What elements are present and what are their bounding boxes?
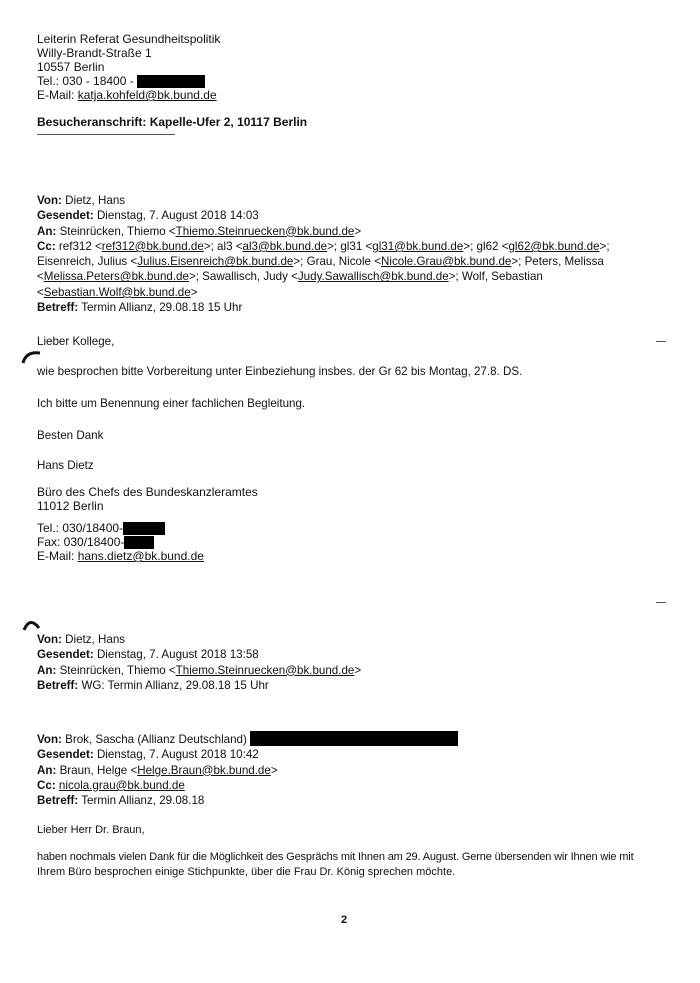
letterhead: [37, 32, 220, 102]
email-1-from: Dietz, Hans: [65, 194, 126, 207]
visitor-address: Besucheranschrift: Kapelle-Ufer 2, 10117 Berlin: [37, 115, 308, 129]
cc-link-sawallisch[interactable]: Judy.Sawallisch@bk.bund.de: [297, 270, 449, 284]
cc-link-gl62[interactable]: gl62@bk.bund.de: [508, 239, 600, 253]
email-1-to-link[interactable]: Thiemo.Steinruecken@bk.bund.de: [175, 224, 355, 238]
signature-office: Büro des Chefs des Bundeskanzleramtes: [37, 485, 258, 499]
sender-phone: Tel.: 030 - 18400 -: [37, 74, 220, 88]
redaction-bar: [250, 731, 458, 746]
email-1-greeting: Lieber Kollege,: [37, 335, 115, 348]
scan-mark-icon: [20, 614, 44, 632]
signature-phone: Tel.: 030/18400-: [37, 521, 258, 535]
redaction-bar: [124, 536, 154, 549]
email-1-signature: [37, 485, 258, 563]
email-3-to-link[interactable]: Helge.Braun@bk.bund.de: [137, 763, 271, 777]
redaction-bar: [123, 522, 165, 535]
email-3-body-2: Ihrem Büro besprochen einige Stichpunkte, über die Frau Dr. König sprechen möchte.: [37, 866, 456, 878]
cc-link-eisenreich[interactable]: Julius.Eisenreich@bk.bund.de: [137, 255, 294, 269]
sender-email-line: E-Mail: katja.kohfeld@bk.bund.de: [37, 88, 217, 102]
email-3-subject: Termin Allianz, 29.08.18: [81, 794, 205, 808]
scan-dash: [656, 341, 666, 342]
sender-email-link[interactable]: katja.kohfeld@bk.bund.de: [77, 88, 217, 102]
cc-link-al3[interactable]: al3@bk.bund.de: [242, 239, 328, 253]
signature-fax: Fax: 030/18400-: [37, 535, 258, 549]
sender-city: 10557 Berlin: [37, 60, 105, 74]
email-2-sent: Dienstag, 7. August 2018 13:58: [96, 648, 259, 662]
email-3-cc-link[interactable]: nicola.grau@bk.bund.de: [58, 778, 185, 792]
email-3-sent: Dienstag, 7. August 2018 10:42: [96, 748, 259, 762]
email-1-body-2: Ich bitte um Benennung einer fachlichen Begleitung.: [37, 397, 306, 410]
email-1-signer: Hans Dietz: [37, 459, 94, 472]
email-2-from: Dietz, Hans: [65, 633, 126, 646]
cc-link-gl31[interactable]: gl31@bk.bund.de: [372, 239, 464, 253]
signature-city: 11012 Berlin: [37, 499, 104, 513]
cc-link-ref312[interactable]: ref312@bk.bund.de: [101, 239, 204, 253]
separator-line: [37, 134, 175, 135]
email-1-closing: Besten Dank: [37, 429, 104, 442]
scan-dash: [656, 602, 666, 603]
sender-street: Willy-Brandt-Straße 1: [37, 46, 152, 60]
cc-link-peters[interactable]: Melissa.Peters@bk.bund.de: [43, 270, 189, 284]
cc-link-grau[interactable]: Nicole.Grau@bk.bund.de: [381, 255, 512, 269]
email-3-from: Brok, Sascha (Allianz Deutschland): [65, 733, 247, 746]
email-2-header: Von: Dietz, Hans Gesendet: Dienstag, 7. August 2018 13:58 An: Steinrücken, Thiemo <Thiemo.Steinruecken@bk.bund.de> Betreff: WG: Termin Allianz, 29.08.18 15 Uhr: [37, 633, 362, 692]
email-1-header: Von: Dietz, Hans Gesendet: Dienstag, 7. August 2018 14:03 An: Steinrücken, Thiemo <Thiemo.Steinruecken@bk.bund.de> Cc: ref312 <ref312@bk.bund.de>; al3 <al3@bk.bund.de>; gl31 <gl31@bk.bund.de>; gl62 <gl62@bk.bund.de>; Eisenreich, Julius <Julius.Eisenreich@bk.bund.de>; Grau, Nicole <Nicole.Grau@bk.bund.de>; Peters, Melissa <Melissa.Peters@bk.bund.de>; Sawallisch, Judy <Judy.Sawallisch@bk.bund.de>; Wolf, Sebastian <Sebastian.Wolf@bk.bund.de> Betreff: Termin Allianz, 29.08.18 15 Uhr: [37, 194, 610, 315]
email-3-body: [37, 850, 677, 880]
email-2-subject: WG: Termin Allianz, 29.08.18 15 Uhr: [81, 678, 269, 692]
scan-mark-icon: [20, 348, 44, 366]
signature-email-line: E-Mail: hans.dietz@bk.bund.de: [37, 549, 204, 563]
redaction-bar: [137, 75, 205, 88]
sender-title: Leiterin Referat Gesundheitspolitik: [37, 32, 221, 46]
email-3-body-1: haben nochmals vielen Dank für die Möglichkeit des Gesprächs mit Ihnen am 29. August. Gerne übersenden wir Ihnen wie mit: [37, 851, 634, 863]
email-1-body-1: wie besprochen bitte Vorbereitung unter Einbeziehung insbes. der Gr 62 bis Montag, 27.8. DS.: [37, 365, 523, 378]
signature-email-link[interactable]: hans.dietz@bk.bund.de: [77, 549, 204, 563]
page-number: 2: [341, 914, 348, 926]
email-3-header: Von: Brok, Sascha (Allianz Deutschland) Gesendet: Dienstag, 7. August 2018 10:42 An: Braun, Helge <Helge.Braun@bk.bund.de> Cc: nicola.grau@bk.bund.de Betreff: Termin Allianz, 29.08.18: [37, 731, 458, 808]
email-3-greeting: Lieber Herr Dr. Braun,: [37, 824, 145, 836]
email-2-to-link[interactable]: Thiemo.Steinruecken@bk.bund.de: [175, 663, 355, 677]
cc-link-wolf[interactable]: Sebastian.Wolf@bk.bund.de: [43, 285, 191, 299]
email-1-subject: Termin Allianz, 29.08.18 15 Uhr: [81, 301, 243, 315]
email-1-sent: Dienstag, 7. August 2018 14:03: [96, 209, 259, 223]
